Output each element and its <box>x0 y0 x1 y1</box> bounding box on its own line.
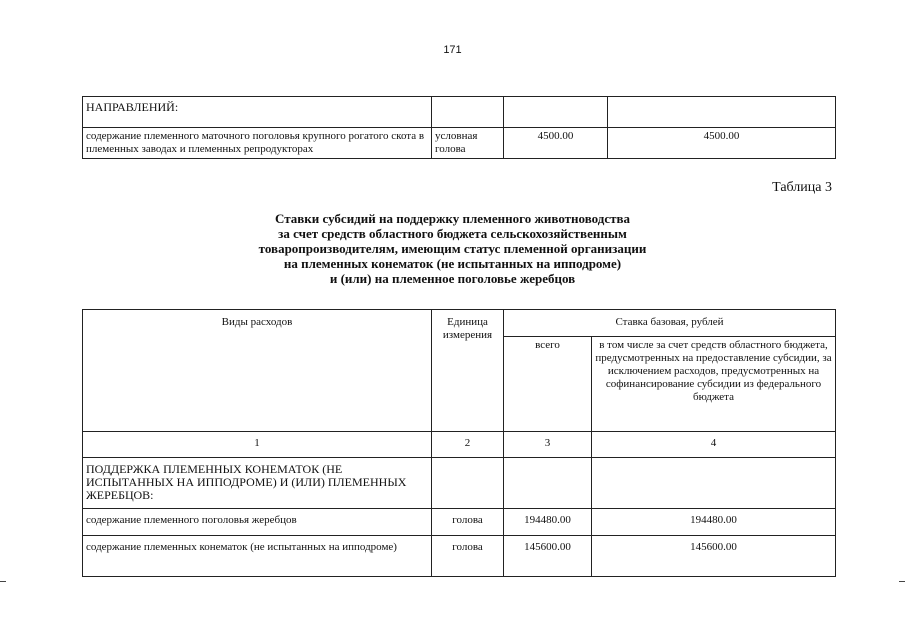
rate-regional: 145600.00 <box>592 536 836 577</box>
title-line: и (или) на племенное поголовье жеребцов <box>329 271 576 286</box>
table-title <box>0 211 905 286</box>
table-row <box>83 128 836 159</box>
header-regional-budget: в том числе за счет средств областного бюджета, предусмотренных на предоставление субсидии, за исключением расходов, предусмотренных на софинансирование субсидии из федерального бюджета <box>592 337 836 432</box>
section-title: ПОДДЕРЖКА ПЛЕМЕННЫХ КОНЕМАТОК (НЕ ИСПЫТАННЫХ НА ИППОДРОМЕ) И (ИЛИ) ПЛЕМЕННЫХ ЖЕРЕБЦОВ: <box>83 458 432 509</box>
table-cell: 4500.00 <box>504 128 608 159</box>
header-total: всего <box>504 337 592 432</box>
column-number: 4 <box>592 432 836 458</box>
header-unit: Единица измерения <box>432 310 504 432</box>
table-row <box>83 509 836 536</box>
title-line: Ставки субсидий на поддержку племенного животноводства <box>274 211 631 226</box>
header-expense-types: Виды расходов <box>83 310 432 432</box>
page-number: 171 <box>443 44 462 56</box>
scan-edge-mark <box>899 581 905 582</box>
rate-total: 194480.00 <box>504 509 592 536</box>
column-number: 2 <box>432 432 504 458</box>
table-cell <box>504 97 608 128</box>
rates-table <box>82 309 836 577</box>
header-row <box>83 310 836 337</box>
expense-name: содержание племенных конематок (не испытанных на ипподроме) <box>83 536 432 577</box>
scan-edge-mark <box>0 581 6 582</box>
rate-total: 145600.00 <box>504 536 592 577</box>
column-number: 1 <box>83 432 432 458</box>
table-cell: содержание племенного маточного поголовья крупного рогатого скота в племенных заводах и племенных репродукторах <box>83 128 432 159</box>
title-line: товаропроизводителям, имеющим статус племенной организации <box>258 241 647 256</box>
expense-name: содержание племенного поголовья жеребцов <box>83 509 432 536</box>
table-row <box>83 97 836 128</box>
table-cell: НАПРАВЛЕНИЙ: <box>83 97 432 128</box>
title-line: на племенных конематок (не испытанных на ипподроме) <box>283 256 622 271</box>
table-cell <box>608 97 836 128</box>
column-number: 3 <box>504 432 592 458</box>
numbering-row <box>83 432 836 458</box>
unit: голова <box>432 536 504 577</box>
header-base-rate: Ставка базовая, рублей <box>504 310 836 337</box>
table-row <box>83 536 836 577</box>
table-cell <box>432 458 504 509</box>
table-cell: 4500.00 <box>608 128 836 159</box>
table-cell <box>504 458 592 509</box>
table-cell <box>592 458 836 509</box>
table-cell: условная голова <box>432 128 504 159</box>
table-cell <box>432 97 504 128</box>
rate-regional: 194480.00 <box>592 509 836 536</box>
unit: голова <box>432 509 504 536</box>
section-row <box>83 458 836 509</box>
continued-table <box>82 96 836 159</box>
title-line: за счет средств областного бюджета сельскохозяйственным <box>278 226 627 241</box>
table-label: Таблица 3 <box>772 180 832 195</box>
